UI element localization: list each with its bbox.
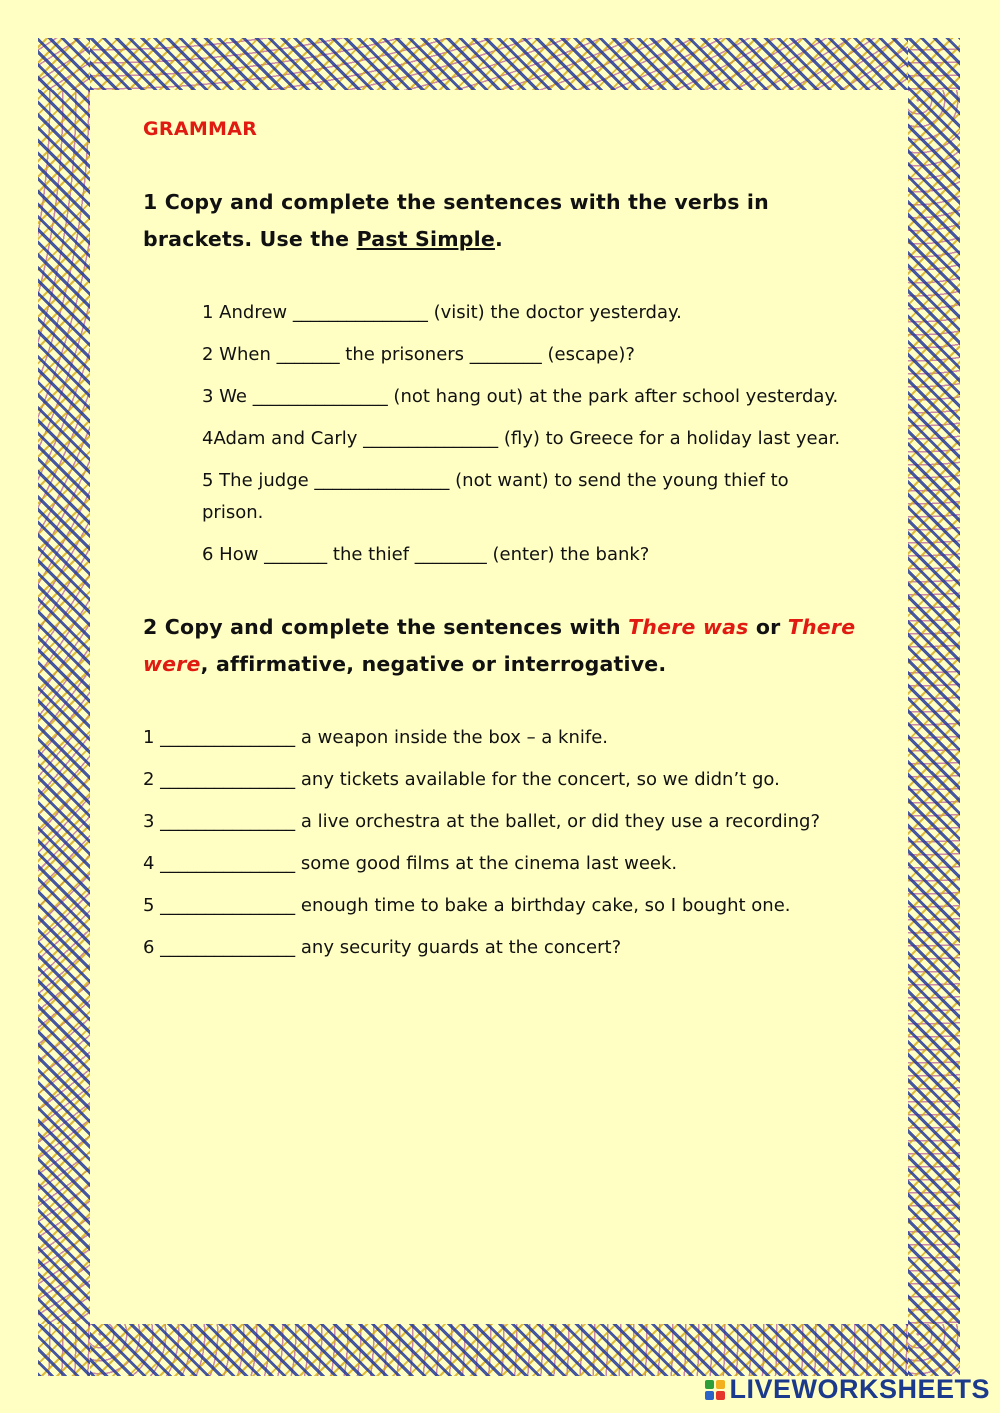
exercise-2-list (143, 722, 863, 964)
there-was-emphasis: There was (628, 615, 749, 639)
exercise-2-section (143, 609, 863, 964)
watermark-text: LIVEWORKSHEETS (729, 1374, 990, 1404)
there-were-emphasis: There were (143, 615, 856, 676)
exercise-2-item-1: 1 _______________ a weapon inside the box – a knife. (143, 727, 609, 748)
exercise-1-instruction-line1: 1 Copy and complete the sentences with the verbs in (143, 190, 769, 214)
exercise-1-list (202, 297, 852, 571)
exercise-2-instruction-pre: 2 Copy and complete the sentences with (143, 615, 629, 639)
liveworksheets-logo-icon (705, 1380, 725, 1400)
exercise-1-item-1: 1 Andrew _______________ (visit) the doctor yesterday. (202, 302, 682, 323)
exercise-2-item-5: 5 _______________ enough time to bake a birthday cake, so I bought one. (143, 895, 791, 916)
logo-square-green (705, 1380, 714, 1389)
page-title: GRAMMAR (143, 118, 258, 140)
logo-square-yellow (716, 1380, 725, 1389)
exercise-1-item-5: 5 The judge _______________ (not want) to send the young thief to prison. (202, 470, 789, 523)
exercise-2-item-6: 6 _______________ any security guards at the concert? (143, 937, 622, 958)
exercise-1-item-2: 2 When _______ the prisoners ________ (escape)? (202, 344, 635, 365)
logo-square-red (716, 1391, 725, 1400)
exercise-1-item-4: 4Adam and Carly _______________ (fly) to Greece for a holiday last year. (202, 428, 841, 449)
logo-square-blue (705, 1391, 714, 1400)
past-simple-emphasis: Past Simple (356, 227, 496, 251)
exercise-2-item-2: 2 _______________ any tickets available for the concert, so we didn’t go. (143, 769, 780, 790)
exercise-1-instruction (143, 184, 863, 258)
exercise-1-instruction-post: . (495, 227, 504, 251)
exercise-1-instruction-pre: brackets. Use the (143, 227, 357, 251)
worksheet-content (143, 118, 863, 974)
exercise-2-instruction-post: , affirmative, negative or interrogative. (200, 652, 667, 676)
exercise-2-item-4: 4 _______________ some good films at the cinema last week. (143, 853, 678, 874)
exercise-1-item-3: 3 We _______________ (not hang out) at the park after school yesterday. (202, 386, 839, 407)
exercise-2-item-3: 3 _______________ a live orchestra at the ballet, or did they use a recording? (143, 811, 821, 832)
liveworksheets-watermark (705, 1374, 990, 1405)
exercise-2-instruction-mid: or (748, 615, 788, 639)
exercise-1-item-6: 6 How _______ the thief ________ (enter) the bank? (202, 544, 650, 565)
exercise-2-instruction (143, 609, 863, 683)
